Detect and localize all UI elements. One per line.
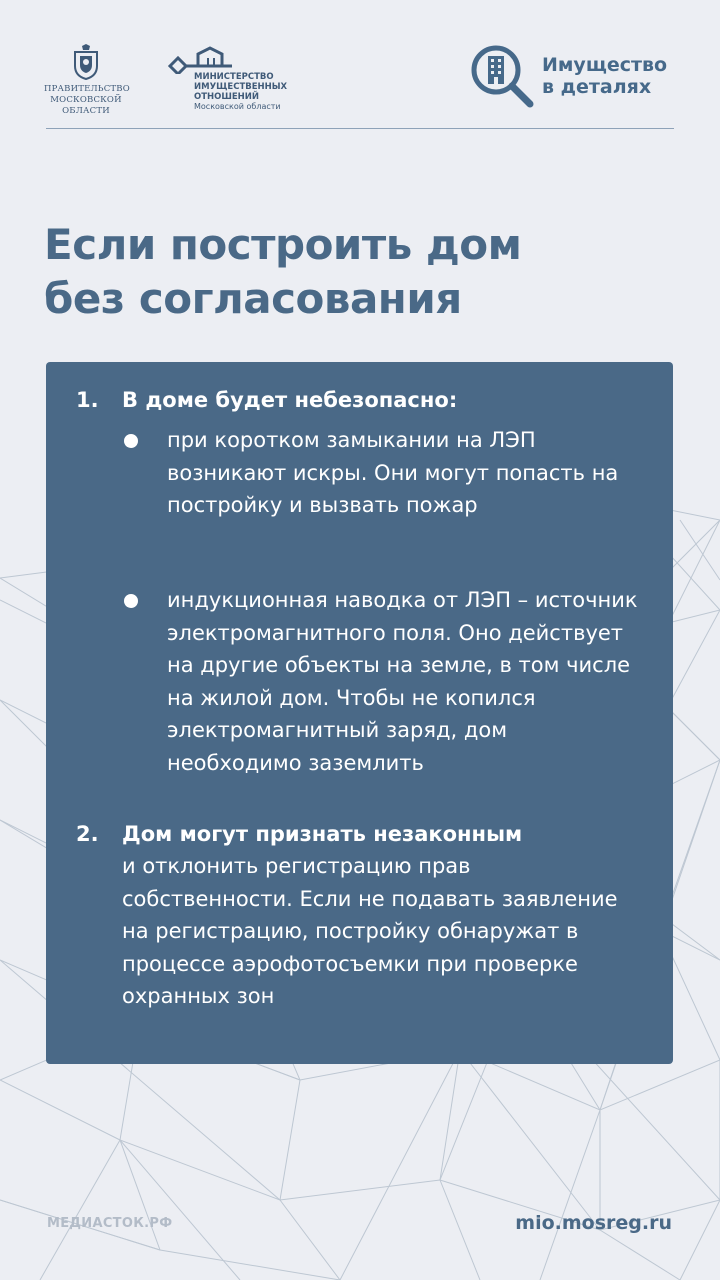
ministry-text-line-1: МИНИСТЕРСТВО xyxy=(194,72,274,82)
key-house-icon xyxy=(168,44,238,74)
brand-text xyxy=(542,54,692,98)
bullet-text-2: индукционная наводка от ЛЭП – источник электромагнитного поля. Оно действует на другие объекты на земле, в том числе на жилой дом. Чтобы не копился электромагнитный заряд, дом необходимо заземлить xyxy=(167,588,638,775)
footer-source: МЕДИАСТОК.РФ xyxy=(47,1216,173,1231)
item-2-number: 2. xyxy=(76,822,99,846)
ministry-text-line-2: ИМУЩЕСТВЕННЫХ xyxy=(194,82,288,92)
ministry-text-line-3: ОТНОШЕНИЙ xyxy=(194,92,260,102)
coat-of-arms-icon xyxy=(71,44,101,80)
magnifier-building-icon xyxy=(470,44,536,108)
bullet-icon xyxy=(124,434,138,448)
item-2-heading: Дом могут признать незаконным xyxy=(122,822,523,846)
item-1-number: 1. xyxy=(76,388,99,412)
footer-website-link[interactable]: mio.mosreg.ru xyxy=(515,1212,672,1234)
government-logo xyxy=(44,44,128,117)
brand-line-2: в деталях xyxy=(542,76,652,98)
brand-line-1: Имущество xyxy=(542,54,668,76)
header-divider xyxy=(46,128,674,129)
gov-text-line-2: МОСКОВСКОЙ xyxy=(50,95,122,105)
bullet-icon xyxy=(124,594,138,608)
ministry-logo-text xyxy=(194,72,324,112)
brand-logo xyxy=(470,44,690,108)
gov-text-line-1: ПРАВИТЕЛЬСТВО xyxy=(44,84,130,94)
info-card xyxy=(46,362,673,1064)
item-1-heading: В доме будет небезопасно: xyxy=(122,388,458,412)
item-2-body: и отклонить регистрацию прав собственности. Если не подавать заявление на регистрацию, постройку обнаружат в процессе аэрофотосъемки при проверке охранных зон xyxy=(122,854,618,1008)
bullet-text-1: при коротком замыкании на ЛЭП возникают искры. Они могут попасть на постройку и вызвать пожар xyxy=(167,428,619,517)
government-logo-text xyxy=(44,84,128,117)
title-line-2: без согласования xyxy=(44,274,462,323)
ministry-subtitle: Московской области xyxy=(194,102,281,111)
title-line-1: Если построить дом xyxy=(44,220,522,269)
page-title xyxy=(44,218,684,326)
header xyxy=(0,0,720,132)
gov-text-line-3: ОБЛАСТИ xyxy=(62,106,110,116)
